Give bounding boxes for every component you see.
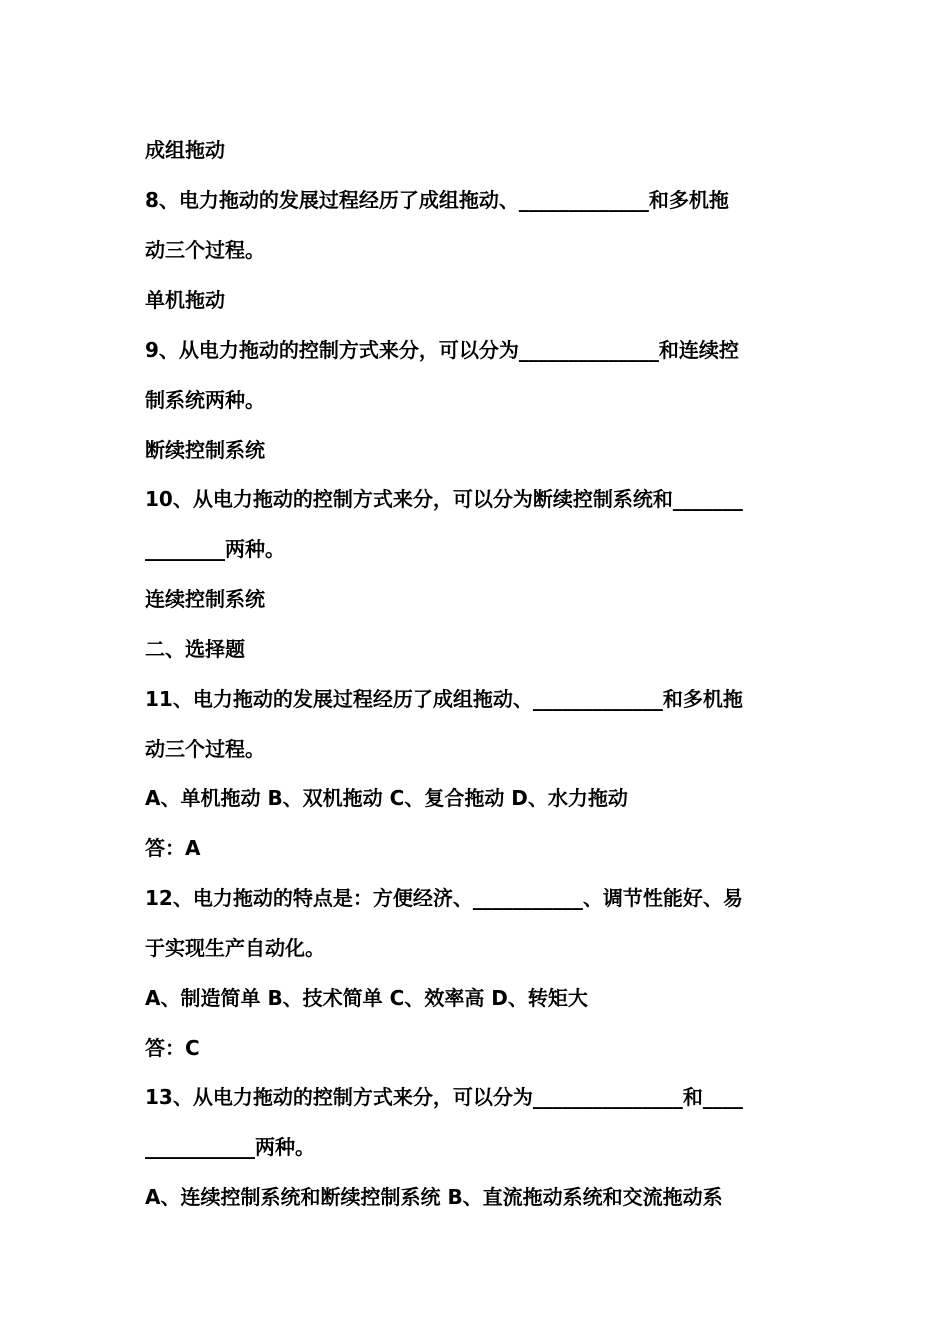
question-line: 13、从电力拖动的控制方式来分，可以分为_______________和____ (145, 1085, 743, 1109)
question-line: 动三个过程。 (145, 737, 265, 761)
question-line: 11、电力拖动的发展过程经历了成组拖动、_____________和多机拖 (145, 687, 743, 711)
options-line: A、连续控制系统和断续控制系统 B、直流拖动系统和交流拖动系 (145, 1185, 723, 1209)
answer-line: 答：C (145, 1036, 200, 1060)
answer-line: 成组拖动 (145, 138, 225, 162)
question-line: 8、电力拖动的发展过程经历了成组拖动、_____________和多机拖 (145, 188, 729, 212)
question-line: 动三个过程。 (145, 238, 265, 262)
options-line: A、单机拖动 B、双机拖动 C、复合拖动 D、水力拖动 (145, 786, 628, 810)
section-heading: 二、选择题 (145, 637, 245, 661)
question-line: 12、电力拖动的特点是：方便经济、___________、调节性能好、易 (145, 886, 743, 910)
answer-line: 答：A (145, 836, 201, 860)
answer-line: 断续控制系统 (145, 438, 265, 462)
question-line: 制系统两种。 (145, 388, 265, 412)
options-line: A、制造简单 B、技术简单 C、效率高 D、转矩大 (145, 986, 588, 1010)
answer-line: 连续控制系统 (145, 587, 265, 611)
question-line: 于实现生产自动化。 (145, 936, 325, 960)
question-line: 10、从电力拖动的控制方式来分，可以分为断续控制系统和_______ (145, 487, 743, 511)
question-line: ________两种。 (145, 537, 285, 561)
question-line: 9、从电力拖动的控制方式来分，可以分为______________和连续控 (145, 338, 739, 362)
question-line: ___________两种。 (145, 1135, 315, 1159)
answer-line: 单机拖动 (145, 288, 225, 312)
